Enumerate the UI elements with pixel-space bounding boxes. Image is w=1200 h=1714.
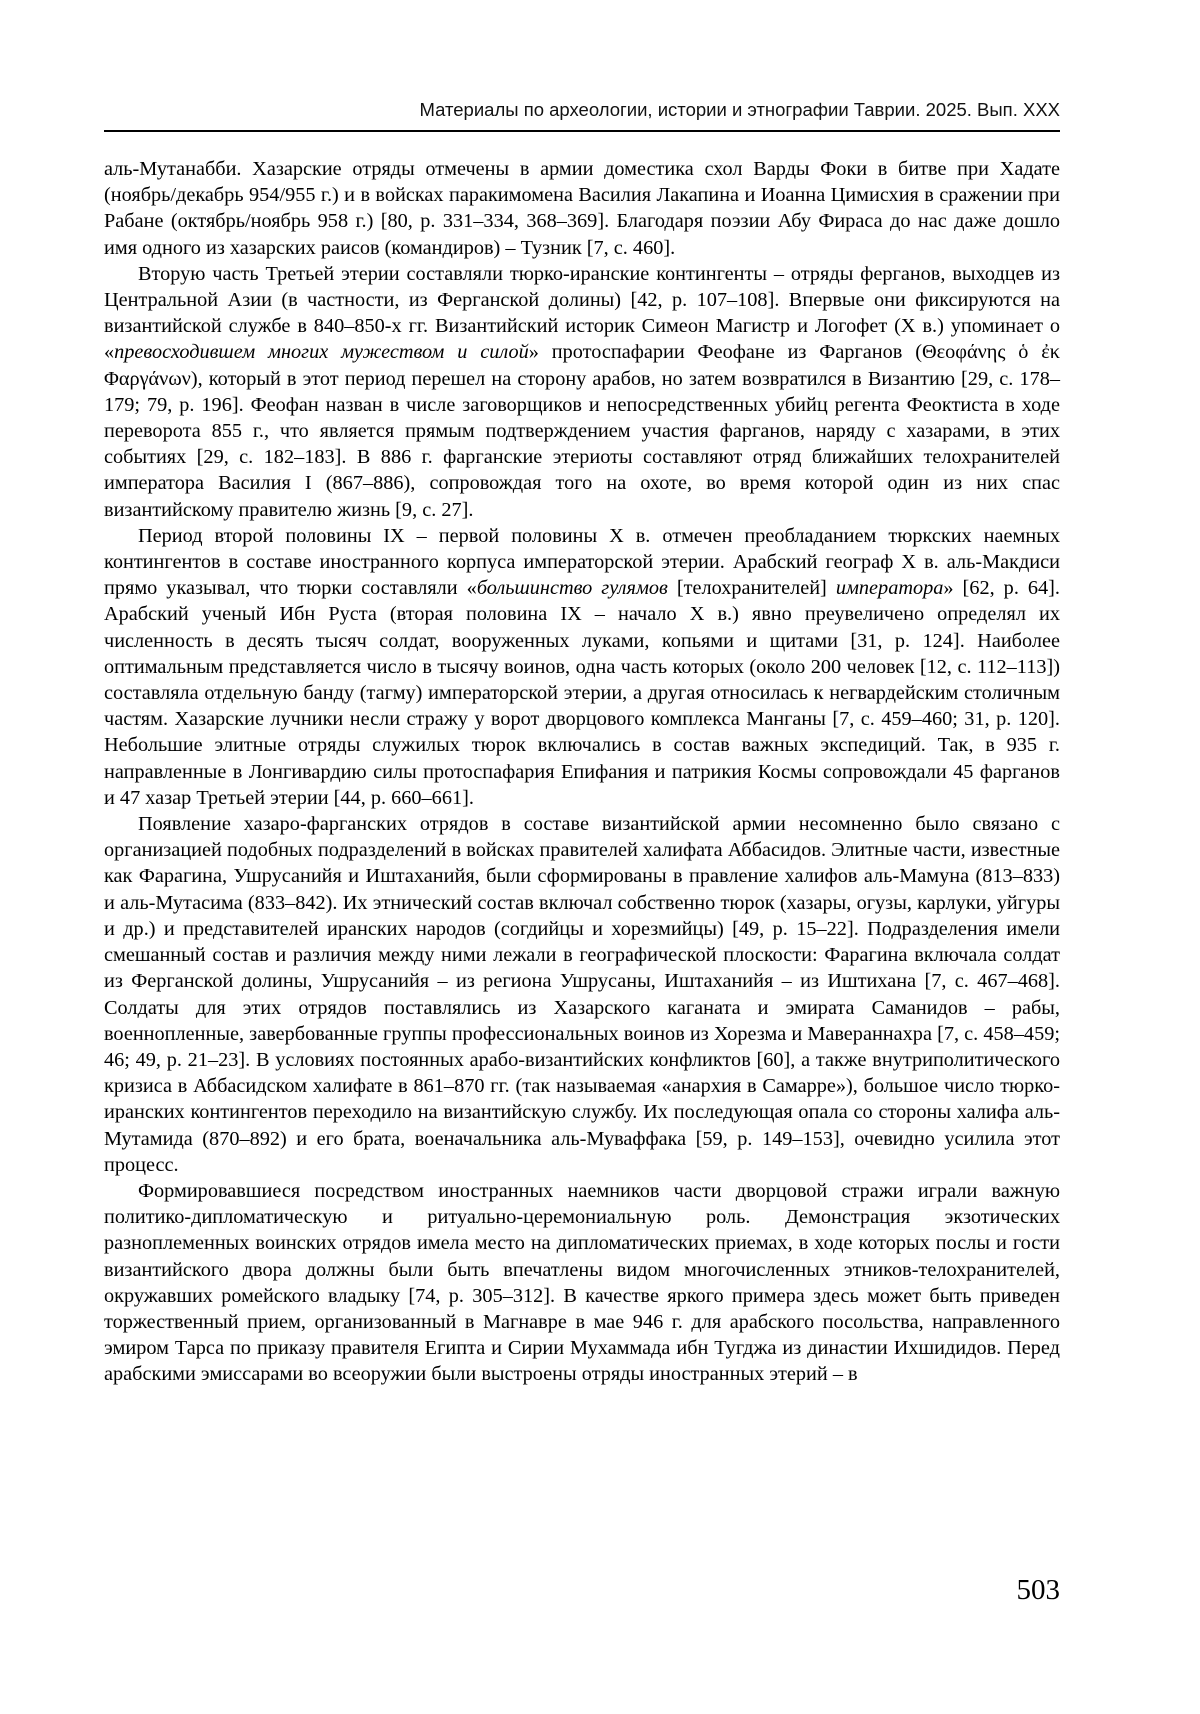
paragraph-text: Период второй половины IX – первой половины X в. отмечен преобладанием тюркских наемных контингентов в составе иностранного корпуса императорской этерии. Арабский географ X в. аль-Макдиси прямо указывал, что тюрки составляли « bbox=[104, 524, 1060, 600]
italic-quote: императора bbox=[835, 577, 944, 600]
header-rule bbox=[104, 130, 1060, 132]
paragraph-text: » [62, p. 64]. Арабский ученый Ибн Руста (вторая половина IX – начало X в.) явно преувеличено определял их численность в десять тысяч солдат, вооруженных луками, копьями и щитами [31, p. 124]. Наиболее оптимальным представляется число в тысячу воинов, одна часть которых (около 200 человек [12, с. 112–113]) составляла отдельную банду (тагму) императорской этерии, а другая относилась к негвардейским столичным частям. Хазарские лучники несли стражу у ворот дворцового комплекса Манганы [7, с. 459–460; 31, p. 120]. Небольшие элитные отряды служилых тюрок включались в состав важных экспедиций. Так, в 935 г. направленные в Лонгивардию силы протоспафария Епифания и патрикия Космы сопровождали 45 фарганов и 47 хазар Третьей этерии [44, p. 660–661]. bbox=[104, 577, 1061, 809]
body-paragraph bbox=[104, 261, 1060, 523]
running-header: Материалы по археологии, истории и этнографии Таврии. 2025. Вып. XXX bbox=[419, 99, 1060, 120]
page-number: 503 bbox=[1016, 1574, 1060, 1606]
article-body bbox=[104, 156, 1060, 1388]
italic-quote: большинство гулямов bbox=[476, 577, 668, 600]
body-paragraph bbox=[104, 811, 1060, 1178]
paragraph-text: » протоспафарии Феофане из Фарганов (Θεοφάνης ὁ ἐκ Φαργάνων), который в этот период перешел на сторону арабов, но затем возвратился в Византию [29, с. 178–179; 79, p. 196]. Феофан назван в числе заговорщиков и непосредственных убийц регента Феоктиста в ходе переворота 855 г., что является прямым подтверждением участия фарганов, наряду с хазарами, в этих событиях [29, с. 182–183]. В 886 г. фарганские этериоты составляют отряд ближайших телохранителей императора Василия I (867–886), сопровождая того на охоте, во время которой один из них спас византийскому правителю жизнь [9, с. 27]. bbox=[104, 341, 1061, 521]
body-paragraph bbox=[104, 1178, 1060, 1388]
body-paragraph bbox=[104, 523, 1060, 811]
paragraph-text: аль-Мутанабби. Хазарские отряды отмечены в армии доместика схол Варды Фоки в битве при Хадате (ноябрь/декабрь 954/955 г.) и в войсках паракимомена Василия Лакапина и Иоанна Цимисхия в сражении при Рабане (октябрь/ноябрь 958 г.) [80, p. 331–334, 368–369]. Благодаря поэзии Абу Фираса до нас даже дошло имя одного из хазарских раисов (командиров) – Тузник [7, с. 460]. bbox=[104, 158, 1060, 259]
paragraph-text: [телохранителей] bbox=[667, 577, 836, 600]
body-paragraph bbox=[104, 156, 1060, 261]
paragraph-text: Появление хазаро-фарганских отрядов в составе византийской армии несомненно было связано с организацией подобных подразделений в войсках правителей халифата Аббасидов. Элитные части, известные как Фарагина, Ушрусанийя и Иштаханийя, были сформированы в правление халифов аль-Мамуна (813–833) и аль-Мутасима (833–842). Их этнический состав включал собственно тюрок (хазары, огузы, карлуки, уйгуры и др.) и представителей иранских народов (согдийцы и хорезмийцы) [49, p. 15–22]. Подразделения имели смешанный состав и различия между ними лежали в географической плоскости: Фарагина включала солдат из Ферганской долины, Ушрусанийя – из региона Ушрусаны, Иштаханийя – из Иштихана [7, с. 467–468]. Солдаты для этих отрядов поставлялись из Хазарского каганата и эмирата Саманидов – рабы, военнопленные, завербованные группы профессиональных воинов из Хорезма и Мавераннахра [7, с. 458–459; 46; 49, p. 21–23]. В условиях постоянных арабо-византийских конфликтов [60], а также внутриполитического кризиса в Аббасидском халифате в 861–870 гг. (так называемая «анархия в Самарре»), большое число тюрко-иранских контингентов переходило на византийскую службу. Их последующая опала со стороны халифа аль-Мутамида (870–892) и его брата, военачальника аль-Муваффака [59, p. 149–153], очевидно усилила этот процесс. bbox=[104, 813, 1060, 1176]
paragraph-text: Формировавшиеся посредством иностранных наемников части дворцовой стражи играли важную политико-дипломатическую и ритуально-церемониальную роль. Демонстрация экзотических разноплеменных воинских отрядов имела место на дипломатических приемах, в ходе которых послы и гости византийского двора должны были быть впечатлены видом многочисленных этников-телохранителей, окружавших ромейского владыку [74, p. 305–312]. В качестве яркого примера здесь может быть приведен торжественный прием, организованный в Магнавре в мае 946 г. для арабского посольства, направленного эмиром Тарса по приказу правителя Египта и Сирии Мухаммада ибн Тугджа из династии Ихшидидов. Перед арабскими эмиссарами во всеоружии были выстроены отряды иностранных этерий – в bbox=[104, 1179, 1060, 1386]
italic-quote: превосходившем многих мужеством и силой bbox=[114, 341, 529, 364]
paragraph-text: Вторую часть Третьей этерии составляли тюрко-иранские контингенты – отряды ферганов, выходцев из Центральной Азии (в частности, из Ферганской долины) [42, p. 107–108]. Впервые они фиксируются на византийской службе в 840–850-х гг. Византийский историк Симеон Магистр и Логофет (X в.) упоминает о « bbox=[104, 262, 1060, 364]
